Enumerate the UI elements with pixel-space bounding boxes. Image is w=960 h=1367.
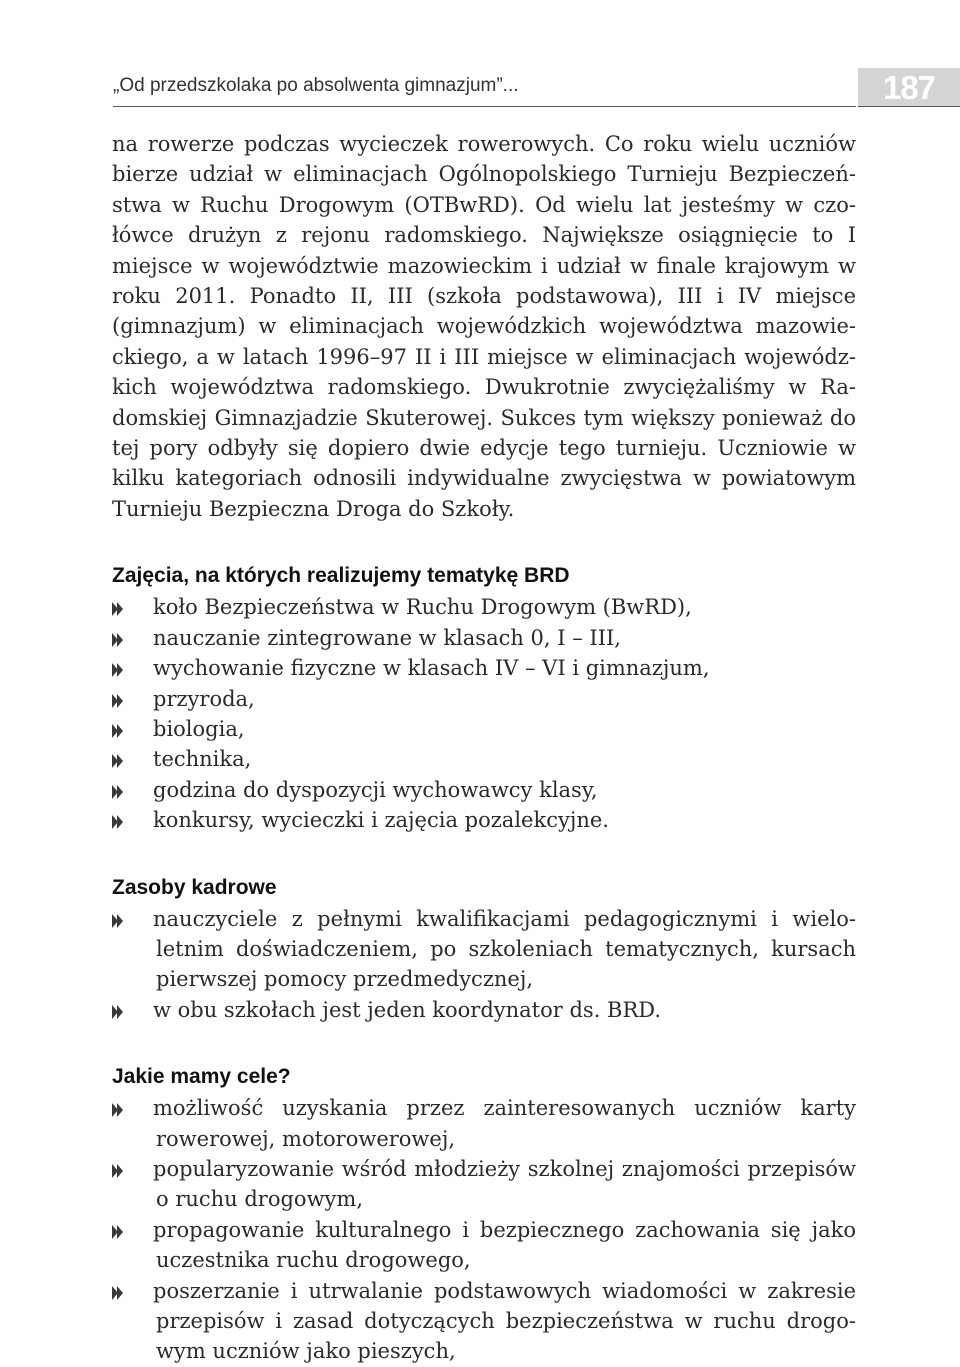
double-chevron-bullet-icon xyxy=(112,724,124,738)
double-chevron-bullet-icon xyxy=(112,602,124,616)
activities-list xyxy=(112,592,856,835)
double-chevron-bullet-icon xyxy=(112,694,124,708)
running-title: „Od przedszkolaka po absolwenta gimnazjum”... xyxy=(113,75,519,96)
section-heading: Zasoby kadrowe xyxy=(112,875,277,899)
page-number-box xyxy=(858,68,960,107)
double-chevron-bullet-icon xyxy=(112,1103,124,1117)
section-activities xyxy=(112,562,856,835)
double-chevron-bullet-icon xyxy=(112,1225,124,1239)
list-item: wychowanie fizyczne w klasach IV – VI i gimnazjum, xyxy=(112,653,856,683)
list-item: nauczyciele z pełnymi kwalifikacjami pedagogicznymi i wieloletnim doświadczeniem, po szkoleniach tematycznych, kursach pierwszej pomocy przedmedycznej, xyxy=(112,904,856,995)
staff-list xyxy=(112,904,856,1026)
list-item: w obu szkołach jest jeden koordynator ds. BRD. xyxy=(112,995,856,1025)
list-item: konkursy, wycieczki i zajęcia pozalekcyjne. xyxy=(112,805,856,835)
double-chevron-bullet-icon xyxy=(112,663,124,677)
list-item: godzina do dyspozycji wychowawcy klasy, xyxy=(112,775,856,805)
double-chevron-bullet-icon xyxy=(112,1005,124,1019)
double-chevron-bullet-icon xyxy=(112,785,124,799)
section-goals xyxy=(112,1063,856,1367)
section-heading: Jakie mamy cele? xyxy=(112,1065,291,1089)
double-chevron-bullet-icon xyxy=(112,633,124,647)
double-chevron-bullet-icon xyxy=(112,1286,124,1300)
list-item: biologia, xyxy=(112,714,856,744)
page-number: 187 xyxy=(882,69,936,106)
section-staff xyxy=(112,874,856,1026)
list-item: przyroda, xyxy=(112,684,856,714)
double-chevron-bullet-icon xyxy=(112,815,124,829)
list-item: koło Bezpieczeństwa w Ruchu Drogowym (BwRD), xyxy=(112,592,856,622)
list-item: nauczanie zintegrowane w klasach 0, I – III, xyxy=(112,623,856,653)
double-chevron-bullet-icon xyxy=(112,914,124,928)
double-chevron-bullet-icon xyxy=(112,754,124,768)
list-item: popularyzowanie wśród młodzieży szkolnej znajomości przepisów o ruchu drogowym, xyxy=(112,1154,856,1215)
intro-paragraph: na rowerze podczas wycieczek rowerowych. Co roku wielu uczniów bierze udział w eliminacjach Ogólnopolskiego Turnieju Bezpieczeństwa w Ruchu Drogowym (OTBwRD). Od wielu lat jesteśmy w czołówce drużyn z rejonu radomskiego. Największe osiągnięcie to I miejsce w województwie mazowieckim i udział w finale krajowym w roku 2011. Ponadto II, III (szkoła podstawowa), III i IV miejsce (gimnazjum) w eliminacjach wojewódzkich województwa mazowieckiego, a w latach 1996–97 II i III miejsce w eliminacjach wojewódzkich województwa radomskiego. Dwukrotnie zwyciężaliśmy w Radomskiej Gimnazjadzie Skuterowej. Sukces tym większy ponieważ do tej pory odbyły się dopiero dwie edycje tego turnieju. Uczniowie w kilku kategoriach odnosili indywidualne zwycięstwa w powiatowym Turnieju Bezpieczna Droga do Szkoły. xyxy=(112,132,856,521)
list-item: poszerzanie i utrwalanie podstawowych wiadomości w zakresie przepisów i zasad dotyczących bezpieczeństwa w ruchu drogowym uczniów jako pieszych, xyxy=(112,1276,856,1367)
list-item: możliwość uzyskania przez zainteresowanych uczniów karty rowerowej, motorowerowej, xyxy=(112,1093,856,1154)
goals-list xyxy=(112,1093,856,1367)
page-content xyxy=(112,129,856,1367)
running-header xyxy=(113,72,856,107)
list-item: propagowanie kulturalnego i bezpiecznego zachowania się jako uczestnika ruchu drogowego, xyxy=(112,1215,856,1276)
section-heading: Zajęcia, na których realizujemy tematykę BRD xyxy=(112,564,570,588)
list-item: technika, xyxy=(112,744,856,774)
double-chevron-bullet-icon xyxy=(112,1164,124,1178)
